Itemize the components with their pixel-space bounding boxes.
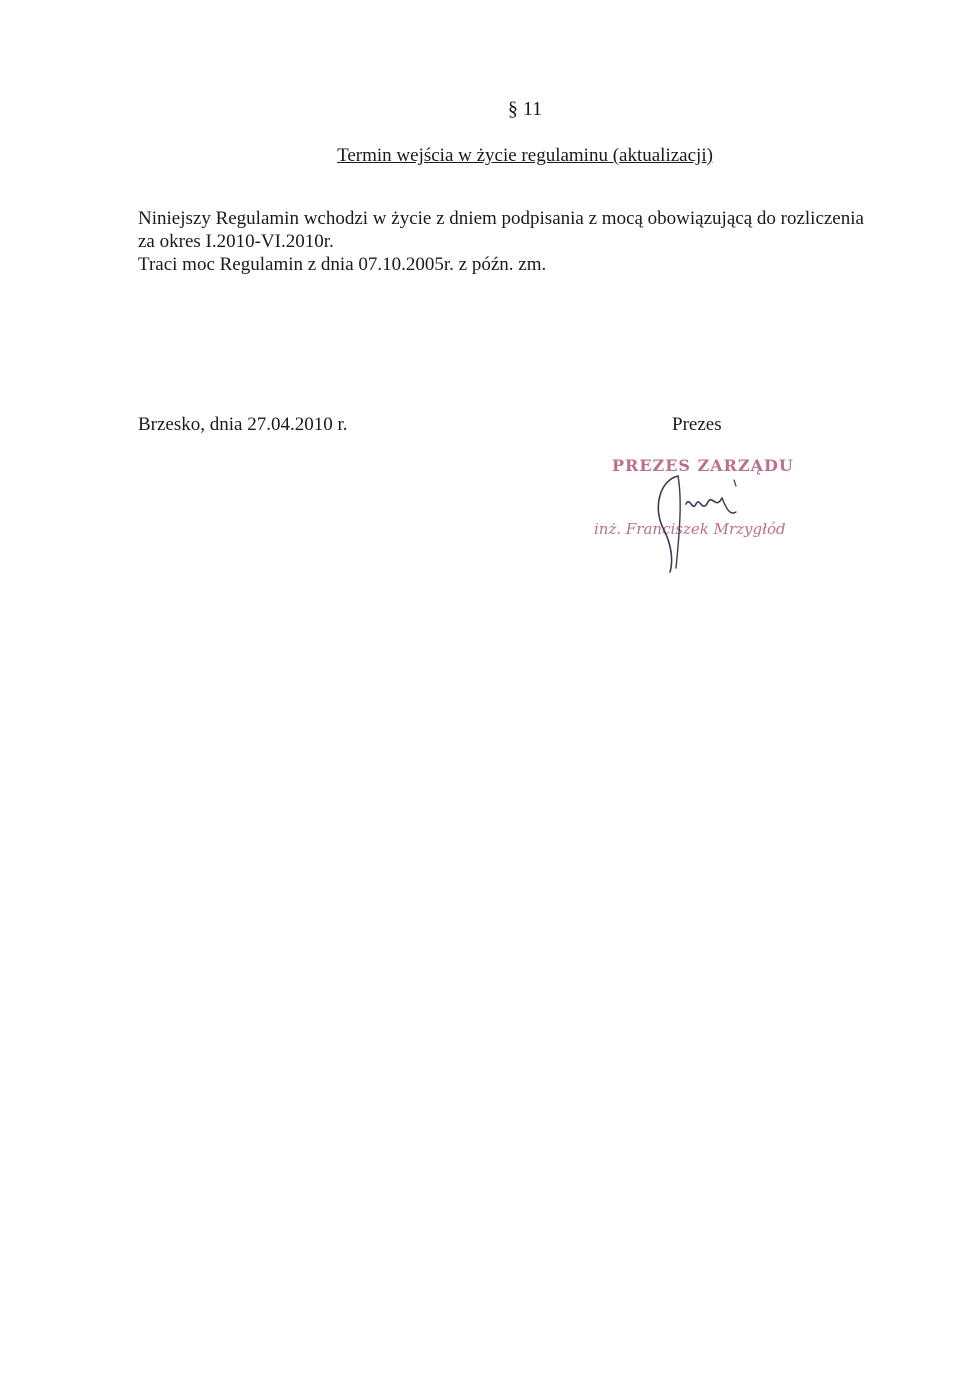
body-line-2: za okres I.2010-VI.2010r. <box>138 231 334 252</box>
location-date: Brzesko, dnia 27.04.2010 r. <box>138 414 348 435</box>
section-number: § 11 <box>507 98 543 120</box>
stamp-title: PREZES ZARZĄDU <box>612 456 794 475</box>
signatory-role: Prezes <box>672 414 722 435</box>
stamp-name: inż. Franciszek Mrzygłód <box>594 520 786 538</box>
handwritten-signature <box>630 468 750 578</box>
section-title: Termin wejścia w życie regulaminu (aktualizacji) <box>337 145 713 166</box>
body-line-1: Niniejszy Regulamin wchodzi w życie z dniem podpisania z mocą obowiązującą do rozliczenia <box>138 208 864 229</box>
body-line-3: Traci moc Regulamin z dnia 07.10.2005r. z późn. zm. <box>138 254 547 275</box>
body-paragraph <box>138 207 928 276</box>
